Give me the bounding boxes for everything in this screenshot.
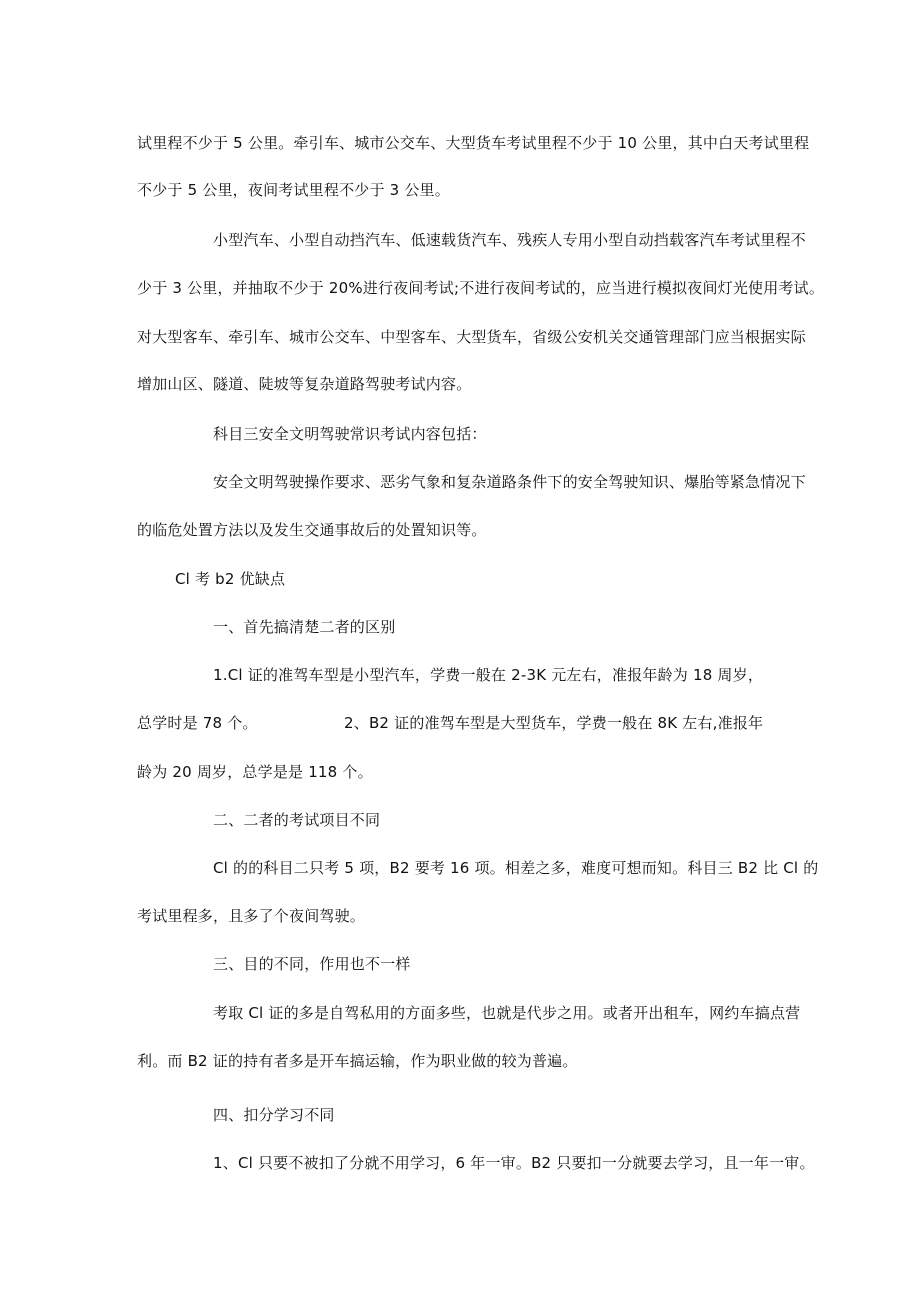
text-line-7: 科目三安全文明驾驶常识考试内容包括： [213, 425, 487, 443]
section-heading-4: 四、扣分学习不同 [213, 1106, 335, 1124]
text-line-14: 2、B2 证的准驾车型是大型货车，学费一般在 8K 左右,准报年 [344, 714, 764, 732]
text-line-20: 考取 Cl 证的多是自驾私用的方面多些，也就是代步之用。或者开出租车，网约车搞点营 [213, 1004, 801, 1022]
text-line-2: 不少于 5 公里，夜间考试里程不少于 3 公里。 [137, 181, 450, 199]
text-line-1: 试里程不少于 5 公里。牵引车、城市公交车、大型货车考试里程不少于 10 公里，其中白天考试里程 [137, 134, 810, 152]
text-line-15: 龄为 20 周岁，总学是是 118 个。 [137, 763, 373, 781]
text-line-4: 少于 3 公里，并抽取不少于 20%进行夜间考试;不进行夜间考试的，应当进行模拟夜间灯光使用考试。 [137, 279, 825, 297]
text-line-13: 总学时是 78 个。 [137, 714, 258, 732]
text-line-6: 增加山区、隧道、陡坡等复杂道路驾驶考试内容。 [137, 375, 472, 393]
section-heading-cl-b2: Cl 考 b2 优缺点 [175, 570, 286, 588]
section-heading-3: 三、目的不同，作用也不一样 [213, 955, 411, 973]
text-line-18: 考试里程多，且多了个夜间驾驶。 [137, 907, 366, 925]
text-line-8: 安全文明驾驶操作要求、恶劣气象和复杂道路条件下的安全驾驶知识、爆胎等紧急情况下 [213, 473, 806, 491]
text-line-5: 对大型客车、牵引车、城市公交车、中型客车、大型货车，省级公安机关交通管理部门应当根据实际 [137, 328, 806, 346]
text-line-12: 1.Cl 证的准驾车型是小型汽车，学费一般在 2-3K 元左右，准报年龄为 18 周岁， [213, 666, 764, 684]
section-heading-2: 二、二者的考试项目不同 [213, 811, 381, 829]
section-heading-1: 一、首先搞清楚二者的区别 [213, 618, 396, 636]
text-line-3: 小型汽车、小型自动挡汽车、低速载货汽车、残疾人专用小型自动挡载客汽车考试里程不 [213, 231, 806, 249]
text-line-21: 利。而 B2 证的持有者多是开车搞运输，作为职业做的较为普遍。 [137, 1052, 578, 1070]
text-line-23: 1、Cl 只要不被扣了分就不用学习，6 年一审。B2 只要扣一分就要去学习，且一年一审。 [213, 1154, 815, 1172]
text-line-17: Cl 的的科目二只考 5 项，B2 要考 16 项。相差之多，难度可想而知。科目三 B2 比 Cl 的 [213, 859, 819, 877]
text-line-9: 的临危处置方法以及发生交通事故后的处置知识等。 [137, 521, 487, 539]
